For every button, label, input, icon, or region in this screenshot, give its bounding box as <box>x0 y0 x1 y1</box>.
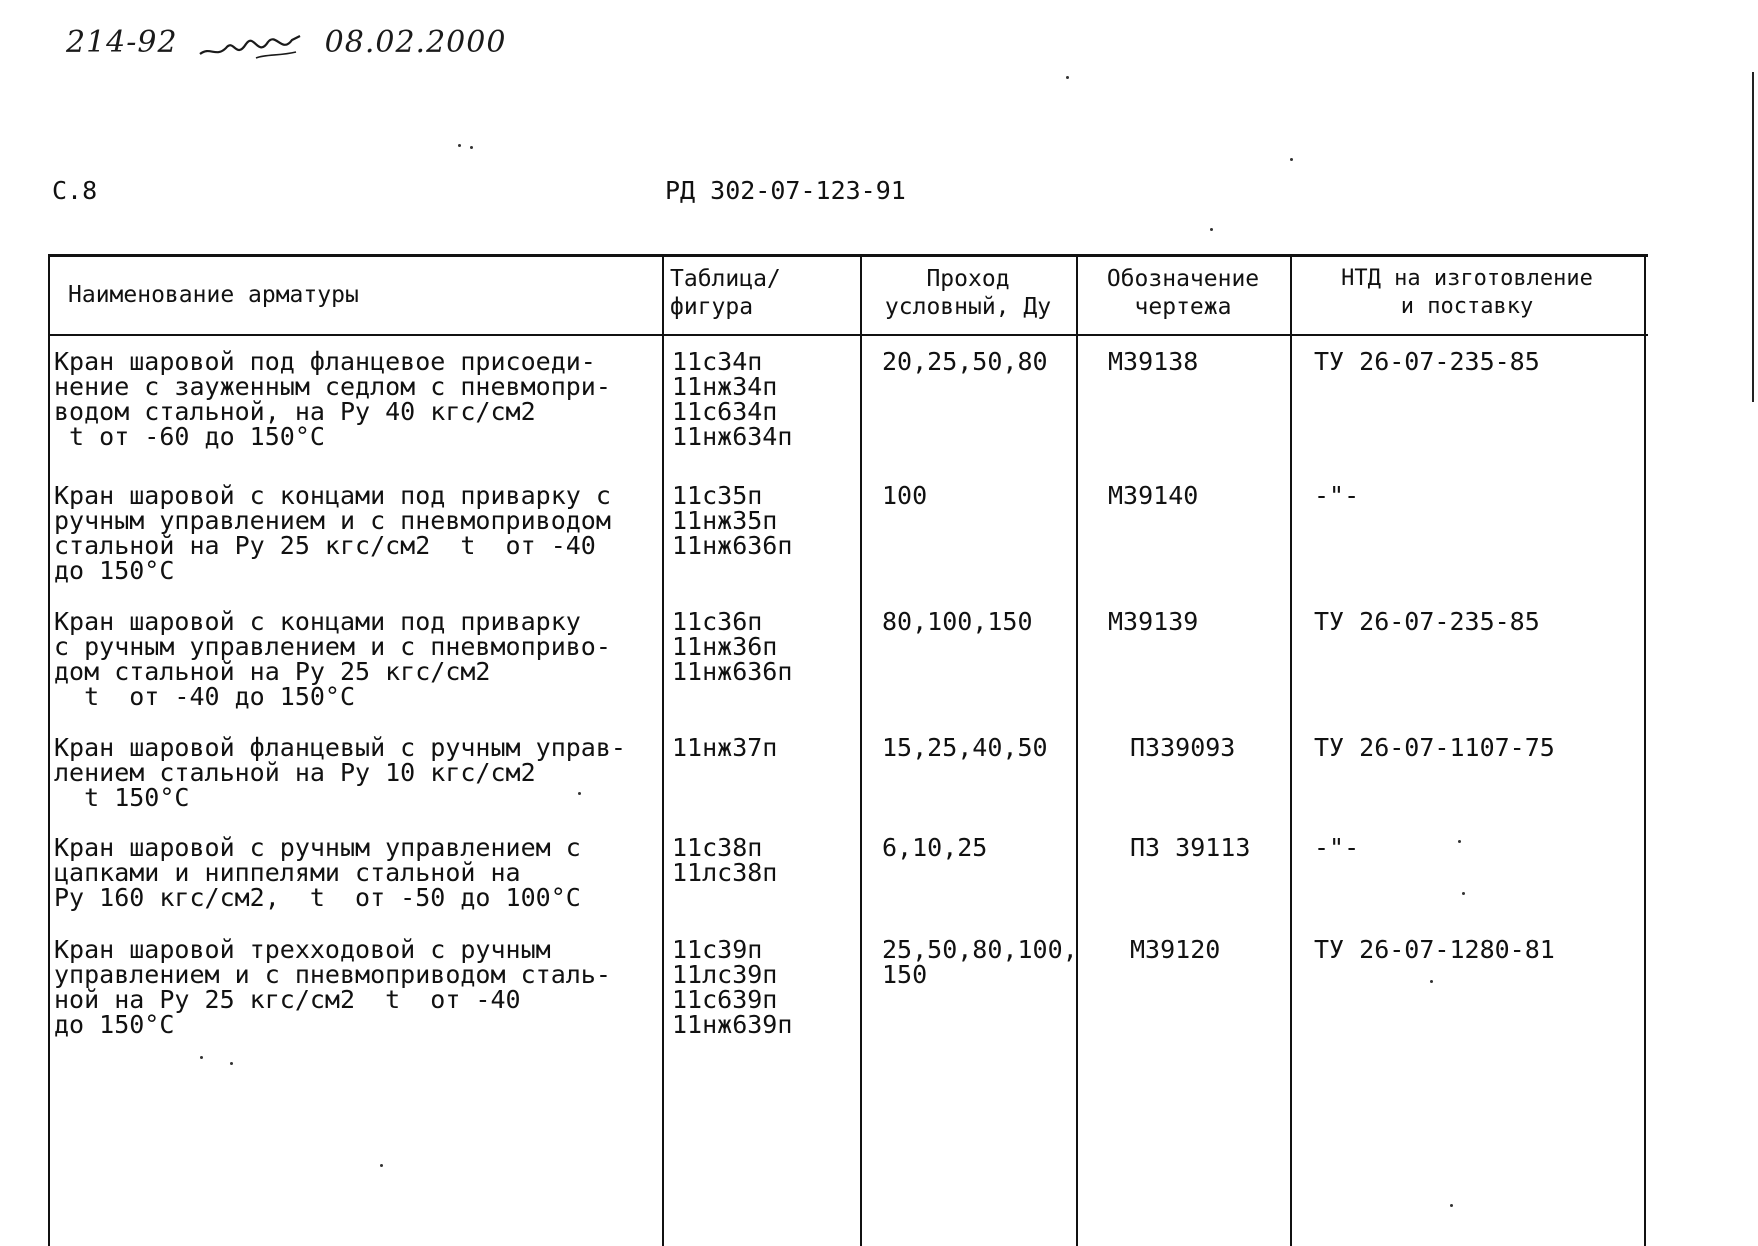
row-4-figure: 11нж37п <box>672 733 778 762</box>
row-1-dn: 20,25,50,80 <box>882 347 1048 376</box>
row-5-drawing: ПЗ 39113 <box>1130 833 1251 862</box>
scan-speck <box>1462 892 1465 895</box>
column-divider <box>1644 257 1646 1246</box>
row-4-name: Кран шаровой фланцевый с ручным управ- лением стальной на Ру 10 кгс/см2 t 150°С <box>54 733 626 812</box>
scan-speck <box>1458 840 1461 843</box>
scan-speck <box>1066 76 1069 79</box>
row-3-figure: 11с36п 11нж36п 11нж636п <box>672 607 793 686</box>
header-dn: Проход условный, Ду <box>884 266 1052 320</box>
row-6-figure: 11с39п 11лс39п 11с639п 11нж639п <box>672 935 793 1039</box>
row-3-drawing: М39139 <box>1108 607 1199 636</box>
row-3-ntd: ТУ 26-07-235-85 <box>1314 607 1540 636</box>
header-figure: Таблица/ фигура <box>670 266 781 320</box>
row-4-ntd: ТУ 26-07-1107-75 <box>1314 733 1555 762</box>
page-number: С.8 <box>52 176 98 205</box>
row-5-ntd: -"- <box>1314 833 1360 862</box>
row-5-name: Кран шаровой с ручным управлением с цапками и ниппелями стальной на Ру 160 кгс/см2, t от -50 до 100°С <box>54 833 581 912</box>
column-divider <box>860 257 862 1246</box>
equipment-table <box>48 254 1648 1246</box>
scan-speck <box>1430 980 1433 983</box>
handwritten-date: 08.02.2000 <box>324 25 507 60</box>
scan-speck <box>1450 1204 1453 1207</box>
row-3-dn: 80,100,150 <box>882 607 1033 636</box>
header-name: Наименование арматуры <box>68 282 359 308</box>
row-1-name: Кран шаровой под фланцевое присоеди- нение с зауженным седлом с пневмопри- водом стальной, на Ру 40 кгс/см2 t от -60 до 150°С <box>54 347 611 451</box>
row-1-figure: 11с34п 11нж34п 11с634п 11нж634п <box>672 347 793 451</box>
row-6-ntd: ТУ 26-07-1280-81 <box>1314 935 1555 964</box>
handwritten-note <box>66 24 506 64</box>
row-6-name: Кран шаровой трехходовой с ручным управлением и с пневмоприводом сталь- ной на Ру 25 кгс/см2 t от -40 до 150°С <box>54 935 611 1039</box>
row-2-figure: 11с35п 11нж35п 11нж636п <box>672 481 793 560</box>
scan-speck <box>380 1164 383 1167</box>
scan-speck <box>470 146 473 149</box>
row-5-dn: 6,10,25 <box>882 833 988 862</box>
scan-speck <box>578 792 581 795</box>
signature-mark <box>196 24 306 64</box>
column-divider <box>662 257 664 1246</box>
row-1-drawing: М39138 <box>1108 347 1199 376</box>
row-6-drawing: М39120 <box>1130 935 1221 964</box>
column-divider <box>1076 257 1078 1246</box>
row-2-ntd: -"- <box>1314 481 1360 510</box>
row-2-name: Кран шаровой с концами под приварку с ручным управлением и с пневмоприводом стальной на Ру 25 кгс/см2 t от -40 до 150°С <box>54 481 611 585</box>
header-divider <box>50 334 1648 336</box>
header-ntd: НТД на изготовление и поставку <box>1341 266 1593 319</box>
row-2-drawing: М39140 <box>1108 481 1199 510</box>
row-1-ntd: ТУ 26-07-235-85 <box>1314 347 1540 376</box>
row-5-figure: 11с38п 11лс38п <box>672 833 778 887</box>
row-2-dn: 100 <box>882 481 928 510</box>
scan-speck <box>458 144 461 147</box>
scan-speck <box>1210 228 1213 231</box>
row-4-drawing: П339093 <box>1130 733 1236 762</box>
document-code: РД 302-07-123-91 <box>665 176 906 205</box>
scan-speck <box>200 1056 203 1059</box>
scan-speck <box>230 1062 233 1065</box>
row-4-dn: 15,25,40,50 <box>882 733 1048 762</box>
scan-speck <box>1290 158 1293 161</box>
header-drawing: Обозначение чертежа <box>1106 266 1260 320</box>
handwritten-number: 214-92 <box>66 25 178 60</box>
column-divider <box>1290 257 1292 1246</box>
row-3-name: Кран шаровой с концами под приварку с ручным управлением и с пневмоприво- дом стальной на Ру 25 кгс/см2 t от -40 до 150°С <box>54 607 611 711</box>
scan-edge-mark <box>1752 72 1754 402</box>
row-6-dn: 25,50,80,100, 150 <box>882 935 1078 989</box>
